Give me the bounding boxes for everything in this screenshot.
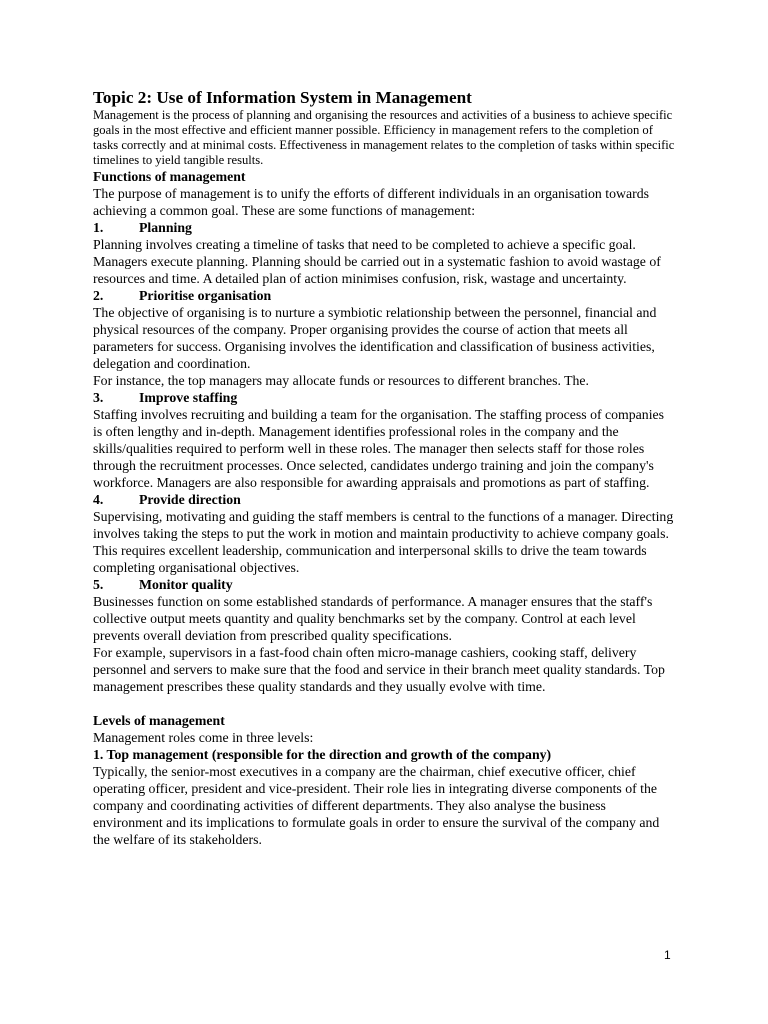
function-item-paragraph: Planning involves creating a timeline of tasks that need to be completed to achieve a specific goal. Managers execute planning. Planning should be carried out in a systematic fashion to avoid wastage of resources and time. A detailed plan of action minimises confusion, risk, wastage and uncertainty.: [93, 237, 661, 286]
function-item-paragraph: Staffing involves recruiting and building a team for the organisation. The staffing process of companies is often lengthy and in-depth. Management identifies professional roles in the company and the skills/qualities required to perform well in these roles. The manager then selects staff for those roles through the recruitment processes. Once selected, candidates undergo training and join the company's workforce. Managers are also responsible for awarding appraisals and promotions as part of staffing.: [93, 407, 665, 490]
functions-heading: Functions of management: [93, 169, 246, 184]
function-item-paragraph: Businesses function on some established standards of performance. A manager ensures that the staff's collective output meets quantity and quality benchmarks set by the company. Control at each level prevents overall deviation from prescribed quality specifications.: [93, 594, 653, 643]
top-management-heading: 1. Top management (responsible for the direction and growth of the company): [93, 747, 552, 762]
intro-paragraph: Management is the process of planning and organising the resources and activities of a business to achieve specific goals in the most effective and efficient manner possible. Efficiency in management refers to the completion of tasks correctly and at minimal costs. Effectiveness in management relates to the completion of tasks within specific timelines to yield tangible results.: [93, 108, 675, 167]
document-title: Topic 2: Use of Information System in Management: [93, 88, 472, 107]
function-item-heading: [93, 219, 675, 236]
function-item-title: Improve staffing: [139, 390, 238, 405]
function-item-title: Prioritise organisation: [139, 288, 272, 303]
function-item-heading: [93, 389, 675, 406]
function-item-number: 2.: [93, 288, 104, 303]
function-item-title: Monitor quality: [139, 577, 233, 592]
levels-intro: Management roles come in three levels:: [93, 730, 314, 745]
function-item-title: Planning: [139, 220, 192, 235]
function-item-paragraph: The objective of organising is to nurture a symbiotic relationship between the personnel, financial and physical resources of the company. Proper organising provides the course of action that meets all parameters for success. Organising involves the identification and classification of business activities, delegation and coordination.: [93, 305, 657, 371]
function-item-heading: [93, 491, 675, 508]
function-item-paragraph: For example, supervisors in a fast-food chain often micro-manage cashiers, cooking staff, delivery personnel and servers to make sure that the food and service in their branch meet quality standards. Top management prescribes these quality standards and they usually evolve with time.: [93, 645, 665, 694]
function-item-number: 3.: [93, 390, 104, 405]
document-page: [93, 88, 675, 848]
page-number: 1: [664, 948, 671, 962]
function-item-number: 4.: [93, 492, 104, 507]
top-management-paragraph: Typically, the senior-most executives in a company are the chairman, chief executive officer, chief operating officer, president and vice-president. Their role lies in integrating diverse components of the company and coordinating activities of different departments. They also analyse the business environment and its implications to formulate goals in order to ensure the survival of the company and the welfare of its stakeholders.: [93, 764, 660, 847]
function-item-paragraph: For instance, the top managers may allocate funds or resources to different branches. The.: [93, 373, 590, 388]
section-spacer: [93, 695, 675, 712]
levels-heading: Levels of management: [93, 713, 225, 728]
functions-intro: The purpose of management is to unify the efforts of different individuals in an organisation towards achieving a common goal. These are some functions of management:: [93, 186, 649, 218]
function-item-paragraph: Supervising, motivating and guiding the staff members is central to the functions of a manager. Directing involves taking the steps to put the work in motion and maintain productivity to achieve company goals. This requires excellent leadership, communication and interpersonal skills to drive the team towards completing organisational objectives.: [93, 509, 674, 575]
function-item-title: Provide direction: [139, 492, 241, 507]
function-item-heading: [93, 287, 675, 304]
function-item-number: 1.: [93, 220, 104, 235]
function-item-heading: [93, 576, 675, 593]
function-item-number: 5.: [93, 577, 104, 592]
